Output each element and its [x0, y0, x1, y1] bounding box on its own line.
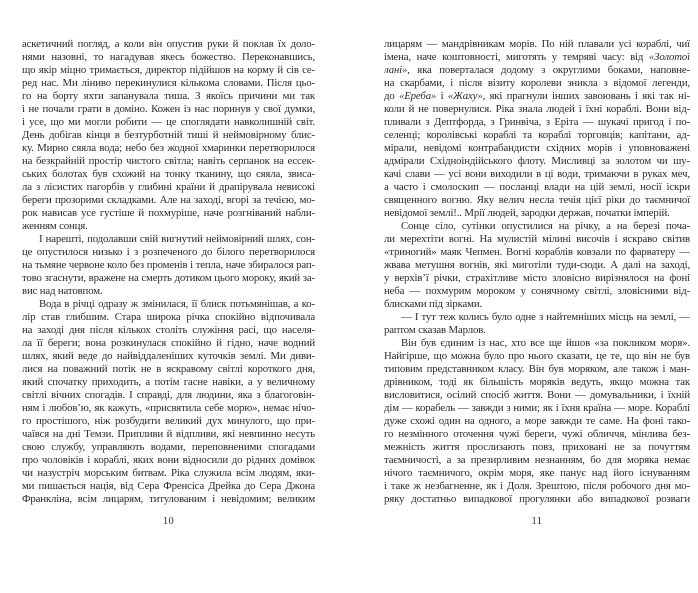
text-line: чи назустріч морським битвам. Ріка служила всім людям, яки- — [22, 467, 315, 479]
page-left-text — [22, 38, 315, 506]
text-line: дуже схожі один на одного, а море завжди те саме. На фоні тако- — [384, 415, 690, 427]
text-line: і усе, що ми могли робити — це споглядати навколишній світ. — [22, 116, 315, 128]
text-line: висловитися, осілий спосіб життя. Вони — домувальники, і їхній — [384, 389, 690, 401]
text-line: Вода в річці одразу ж змінилася, її блиск потьмянішав, а ко- — [39, 298, 315, 310]
text-line: ських болотах був схожий на тонку тканину, що сяяла, звиса- — [22, 168, 315, 180]
text-line: ку. Мирно сяяла вода; небо без жодної хмаринки перетворилося — [22, 142, 315, 154]
text-line: ред нас. Ми ліниво перекинулися кількома словами. Після цьо- — [22, 77, 315, 89]
page-number-left: 10 — [162, 516, 175, 527]
text-line: неба — похмурим мороком у сонячному світлі, зловісними від- — [384, 285, 690, 297]
text-line: шлях, який веде до найвіддаленіших куточків землі. Ми диви- — [22, 350, 315, 362]
text-line: Найгірше, що можна було про нього сказати, це те, що він не був — [384, 350, 690, 362]
text-line: чаївся на дні Темзи. Припливи й відпливи, які невпинно несуть — [22, 428, 315, 440]
text-line: Він був єдиним із нас, хто все ще йшов «за покликом моря». — [401, 337, 690, 349]
text-line: жвава метушня вогнів, які миготіли туди-сюди. А далі на заході, — [384, 259, 690, 271]
text-line: тово згаснути, вражене на смерть дотиком цього мороку, який за- — [22, 272, 315, 284]
text-line: таємничості, а за презирливим незнанням, бо для моряка немає — [384, 454, 690, 466]
text-line: «триногий» маяк Чепмен. Вогні кораблів ковзали по фарватеру — — [384, 246, 690, 258]
text-line: що якір міцно тримається, директор підійшов на корму й сів се- — [22, 64, 315, 76]
text-line: береги прозорими складками. Але на заході, вгорі за течією, мо- — [22, 194, 315, 206]
text-line: невідомої землі!.. Мрії людей, зародки держав, початки імперій. — [384, 207, 670, 219]
text-line: ла її береги; вона розкинулася спокійно й гідно, наче водний — [22, 337, 315, 349]
text-line: раптом сказав Марлов. — [384, 324, 486, 336]
text-line: у верхів’ї річки, страхітливе місто зловісно вирізнялося на фоні — [384, 272, 690, 284]
text-line: аскетичний погляд, а коли він опустив руки й поклав їх доло- — [22, 38, 315, 50]
text-line: го незмінного оточення чужі береги, чужі обличчя, мінлива без- — [384, 428, 690, 440]
text-line: пливали з Дептфорда, з Гринвіча, з Еріта — шукачі пригод і по- — [384, 116, 690, 128]
text-line: на безкрайній простір чистого світла; навіть серпанок на ессек- — [22, 155, 315, 167]
text-line: го простішого, ніж розбудити великий дух минулого, що при- — [22, 415, 315, 427]
text-line: ряку достатньо випадкової прогулянки або випадкової розваги — [384, 493, 690, 505]
page-number-right: 11 — [531, 516, 543, 527]
text-line: імена, наче коштовності, миготять у темряві часу: від «Золотої — [384, 51, 690, 63]
text-line: нічого таємничого, окрім моря, яке панує над його існуванням — [384, 467, 690, 479]
text-line: на скарбами, і після візиту королеви зникла з відомої легенди, — [384, 77, 690, 89]
text-line: адмірали Східноіндійського флоту. Мисливці за золотом чи шу- — [384, 155, 690, 167]
text-line: лані», яка поверталася додому з округлими боками, наповне- — [384, 64, 690, 76]
text-line: мірали, невідомі контрабандисти східних морів і уповноважені — [384, 142, 690, 154]
text-line: лися на поважний потік не в яскравому світлі короткого дня, — [22, 363, 315, 375]
text-line: День добігав кінця в безтурботній тиші й неймовірному блис- — [22, 129, 315, 141]
text-line: свою службу, управляють водами, переповненими спогадами — [22, 441, 315, 453]
text-line: го на борту яхти запанувала тиша. З якоїсь причини ми так — [22, 90, 315, 102]
text-line: типовим представником класу. Він був моряком, але також і ман- — [384, 363, 690, 375]
text-line: лір став глибшим. Стара широка річка спокійно відпочивала — [22, 311, 315, 323]
text-line: і таке ж незбагненне, як і Доля. Зрештою, після робочого дня мо- — [384, 480, 690, 492]
text-line: — І тут теж колись було одне з найтемніших місць на землі, — — [401, 311, 690, 323]
text-line: про чоловіків і кораблі, яких вони відносили до рідних домівок — [22, 454, 315, 466]
text-line: священного вогню. Яку велич несла течія цієї ріки до таємничої — [384, 194, 690, 206]
text-line: на заході дня після кількох століть служіння расі, що населя- — [22, 324, 315, 336]
text-line: дім — корабель — завжди з ними; як і їхня країна — море. Кораблі — [384, 402, 690, 414]
text-line: який спочатку приходить, а потім гасне навіки, а у величному — [22, 376, 315, 388]
text-line: ми пишається нація, від Сера Френсіса Дрейка до Сера Джона — [22, 480, 315, 492]
page-right — [384, 0, 690, 593]
text-line: до «Ереба» і «Жаху», які прагнули інших завоювань і які так ні- — [384, 90, 690, 102]
text-line: селенці; королівські кораблі та кораблі торговців; капітани, ад- — [384, 129, 690, 141]
text-line: качі слави — усі вони виходили в ці води, тримаючи в руках меч, — [384, 168, 690, 180]
text-line: коли й не повернулися. Ріка знала людей і їхні кораблі. Вони від- — [384, 103, 690, 115]
text-line: і не почали грати в доміно. Кожен із нас поринув у свої думки, — [22, 103, 315, 115]
text-line: світлі вічних спогадів. І справді, для людини, яка з благоговін- — [22, 389, 315, 401]
text-line: ла з лісистих пагорбів у глибині країни й драпірувала невисокі — [22, 181, 315, 193]
text-line: І нарешті, подолавши свій вигнутий неймовірний шлях, сон- — [39, 233, 315, 245]
text-line: Франкліна, всім лицарям, титулованим і невідомим; великим — [22, 493, 315, 505]
text-line: рок нависав усе густіше й похмуріше, наче розгніваний набли- — [22, 207, 315, 219]
text-line: женням сонця. — [22, 220, 88, 232]
page-right-text — [384, 38, 690, 506]
text-line: а часто і смолоскип — посланці влади на цій землі, носії іскри — [384, 181, 690, 193]
text-line: вис над натовпом. — [22, 285, 103, 297]
text-line: дрівником, тоді як більшість моряків ведуть, якщо можна так — [384, 376, 690, 388]
text-line: блисками під зірками. — [384, 298, 483, 310]
text-line: лицарям — мандрівникам морів. По ній плавали усі кораблі, чиї — [384, 38, 690, 50]
text-line: Сонце сіло, сутінки опустилися на річку, а на березі поча- — [401, 220, 690, 232]
text-line: на тьмяне червоне коло без променів і тепла, наче збиралося рап- — [22, 259, 315, 271]
text-line: це опустилося низько і з розпеченого до білого перетворилося — [22, 246, 315, 258]
page-left — [22, 0, 315, 593]
text-line: нями назовні, то нагадував якесь божество. Переконавшись, — [22, 51, 315, 63]
text-line: ням і любов’ю, як кажуть, «присвятила себе морю», немає нічо- — [22, 402, 315, 414]
text-line: межність життя прослизають повз, приховані не за почуттям — [384, 441, 690, 453]
text-line: ли мерехтіти вогні. На мулистій мілині височів і яскраво світив — [384, 233, 690, 245]
